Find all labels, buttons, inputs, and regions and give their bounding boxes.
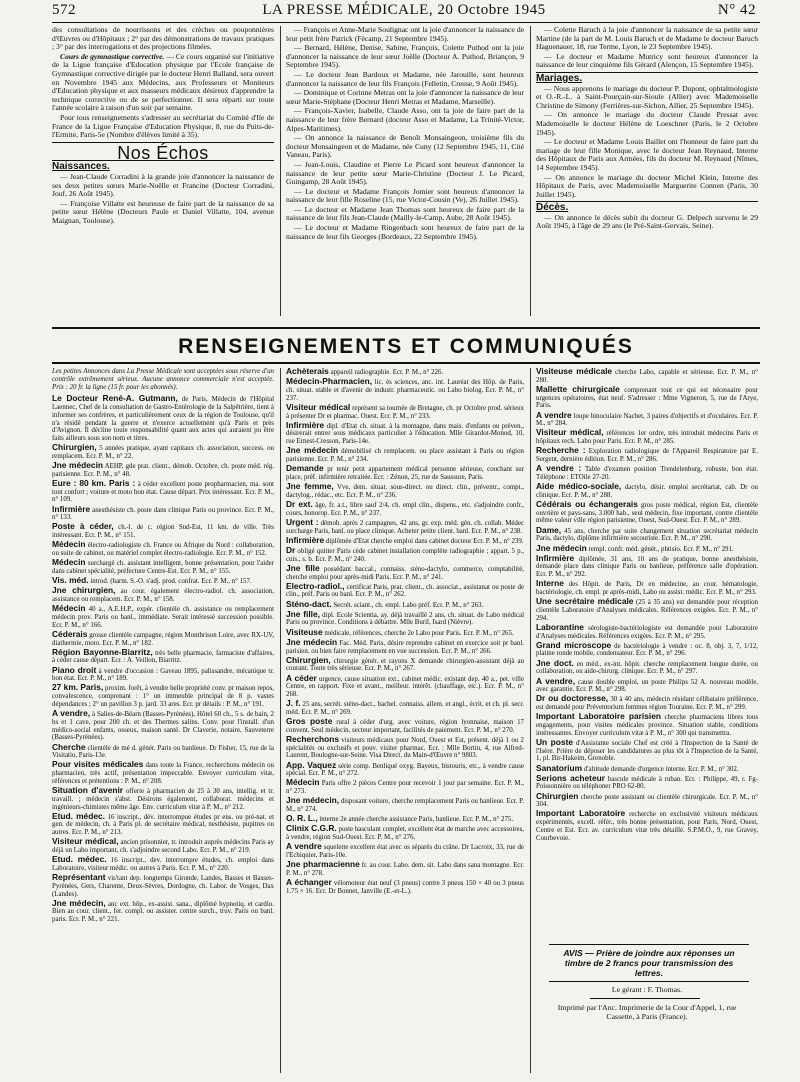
classified-column-1 [52,368,274,925]
classified-ad [286,544,524,564]
ad-text: à céder excellent poste propharmacien, ma. sont tout confort ; voiture et moto bon état. Cause départ. Prix intéressant. Ecr. P. M., n° 109. [52,480,274,504]
ad-text: 30 à 40 ans, médecin résidant célibataire préférence, est demandé pour Préventorium femmes région Touraine. Ecr. P. M., n° 299. [536,696,758,712]
ad-text: au cour. également électro-radiol. ch. association, assistance ou remplacem. Ecr. P. M., n° 158. [52,588,274,604]
gerant-signature: Le gérant : F. Thomas. [611,985,683,994]
classified-ad [286,580,524,600]
classified-ad [52,646,274,666]
ad-lead: A vendre [536,409,572,420]
ad-text: cherche pharmaciens libres tous engagements, pour visites médicales province. Situation stable, conditions intéressantes. Envoyer curriculum vitæ à P. M., n° 300 qui transmettra. [536,714,758,737]
ad-text: de Paris, Médecin de l'Hôpital Laennec, Chef de la consultation de Gastro-Entérologie de la Salpêtrière, tient à informer ses confrères, et particulièrement ceux de la région de Toulouse, qu'il n'a résidé pendant la guerre et n'exerce actuellement qu'à Paris et près d'Avignon. Il décline toute responsabilité quant aux actes qui auraient pu être faits ailleurs sous son nom et titres. [52,396,274,442]
ad-lead: App. Vaquez [286,759,337,770]
classified-ad [52,787,274,811]
classified-ad [286,516,524,536]
classified-ad [286,498,524,518]
ad-text: diplômée, 31 ans, 10 ans de pratique, bonne anesthésiste, demande place dans clinique Paris ou banlieue, préférence salle d'opération. Ecr. P. M., n° 292. [536,555,758,579]
paragraph: — Colette Baruch à la joie d'annoncer la naissance de sa petite sœur Martine (de la part de M. Louis Baruch et de Madame le docteur Baruch Haguenauer, 18, rue Terme, Lyon, le 23 Septembre 1945). [536,25,758,52]
paragraph: — On annonce le mariage du docteur Claude Pressat avec Mademoiselle le docteur Hélène de Loeschner (Paris, le 2 Octobre 1945). [536,110,758,137]
birth-announcement: — Le docteur et Madame François Jomier sont heureux d'annoncer la naissance de leur fille Roseline (15, rue Victor-Cousin (Ve), 26 Juillet 1945). [286,186,524,205]
ad-text: dipl. Ecole Scientia, ay. déjà travaillé 2 ans, ch. situat. de Labo médical Paris ou province. Conditions à débattre. Mlle Buril, Isard (Nièvre). [286,611,524,627]
paragraph: — Nous apprenons le mariage du docteur P. Dupont, ophtalmologiste et O.-R.-L. à Saint-Pourçain-sur-Sioule (Allier) avec Mademoiselle Christine de Simony (Ferrières-sur-Sichon, Allier, 25 Septembre 1945). [536,83,758,110]
classified-ad [286,733,524,760]
ad-lead: Le Docteur René-A. Gutmann, [52,393,178,404]
birth-announcement: — François et Anne-Marie Soulignac ont la joie d'annoncer la naissance de leur petit frère Patrick (Fécamp, 21 Septembre 1945). [286,25,524,43]
column-2-top [286,26,524,242]
section-rule [52,327,760,329]
ad-lead: Pour visites médicales [52,759,144,770]
ad-text: Exploration radiologique de l'Appareil Respiratoire par E. Sergent, dernière édition. Ecr. P. M., n° 286. [536,448,758,464]
classified-ad [536,552,758,579]
ad-text: disposant voiture, cherche remplacement Paris ou banlieue. Ecr. P. M., n° 274. [286,798,524,814]
classified-ad [536,598,758,622]
classified-column-3 [536,368,758,844]
ad-lead: Chirurgien [536,790,579,801]
ad-text: vélomoteur état neuf (3 pneus) contre 3 pneus 150 × 40 ou 3 pneus 1.75 × 16. Ecr. Dr Bonnet, Janville (E.-et-L.). [286,880,524,895]
classified-ad [52,395,274,443]
ad-lead: Sténo-dact. [286,598,332,609]
classified-ad [286,401,524,421]
ad-text: dans toute la France, recherchons médecin ou pharmacien, très actif, présentation impeccable. Envoyer curriculum vitæ, références et prétentions : P. M., n° 208. [52,762,274,785]
page-header [52,2,756,24]
ad-lead: Clinix C.G.R. [286,823,337,834]
ad-lead: Médecin-Pharmacien, [286,376,373,387]
ad-lead: Infirmière [286,419,325,430]
ad-lead: Mallette chirurgicale [536,383,620,394]
ad-lead: Infirmière [536,552,575,563]
classified-ad [286,483,524,500]
classified-ad [286,534,524,546]
classified-ad [52,710,274,742]
ad-lead: Visiteur médical, [52,836,119,847]
ad-text: en méd., ex-int. hôpit. cherche remplacement longue durée, ou collaboration, ou aide-chirurg. clinique. Ecr. P. M., n° 297. [536,660,758,676]
ad-text: (25 à 35 ans) est demandée pour réception clientèle Laboratoire d'Analyses médicales. Références exigées. Ecr. P. M., n° 294. [536,599,759,622]
ad-lead: Gros poste [286,716,333,727]
ad-text: proxim. forêt, à vendre belle propriété conv. pr maison repos, convalescence, comprenant : 1° un immeuble principal de 8 p. vastes dépendances ; 2° un pavillon 3 p. jard. 33 ares. Ecr. pr détails : P. M., n° 191. [52,685,275,708]
classified-ad [286,779,524,796]
ad-lead: 27 km. Paris, [52,682,104,693]
ad-text: squelette excellent état avec os séparés du crâne. Dr Lacroix, 33, rue de l'Echiquier, Paris-10e. [286,844,524,860]
ad-lead: Jne doct. [536,657,574,668]
avis-notice: AVIS — Prière de joindre aux réponses un timbre de 2 francs pour transmission des lettres. [549,944,749,982]
ad-text: à vendre d'occasion : Gaveau 1895, palissandre, mécanique tr. bon état. Ecr. P. M., n° 189. [52,667,274,683]
ad-lead: Région Bayonne-Biarritz, [52,646,153,657]
ad-text: anesthésiste ch. poste dans clinique Paris ou province. Ecr. P. M., n° 133. [52,506,274,522]
birth-announcement: — Bernard, Hélène, Denise, Sabine, François, Colette Puthod ont la joie d'annoncer la naissance de leur sœur Joëlle (Docteur A. Puthod, Briançon, 9 Septembre 1945). [286,43,524,70]
ad-text: obligé quitter Paris cède cabinet installation complète radiographie ; appart. 5 p., cuis., s. b. Ecr. P. M., n° 240. [286,547,524,563]
ad-text: interne 2e année cherche assistance Paris, banlieue. Ecr. P. M., n° 275. [319,816,514,824]
ad-text: 16 inscript., dév. interrompue études pr ens. ou pré-nat. et gen. de médecin, ch. à Paris pl. de secrétaire médical, nesthésiste, pupitres ou autres. Ecr. P. M., n° 213. [52,813,274,837]
ad-lead: Grand microscope [536,639,612,650]
paragraph: — On annonce le mariage du docteur Michel Klein, Interne des Hôpitaux de Paris, avec Mademoiselle Marguerite Connen (Paris, 30 Juillet 1945). [536,172,758,199]
ad-text: 5 années pratique, ayant capitaux ch. association, success. ou remplacem. Ecr. P. M., n° 22. [52,445,274,460]
ad-lead: Visiteur médical, [536,427,604,438]
classified-ad [286,861,524,878]
classified-ad [536,736,758,763]
classified-ad [286,562,524,582]
ad-lead: Jne médecin [286,636,338,647]
ad-lead: O. R. L., [286,813,318,824]
ad-text: surchargé ch. assistant intelligent, bonne présentation, pour l'aider dans cabinet spécialité, préfecture Centre-Est. Ecr. P. M., n° 155. [52,560,274,575]
ad-text: médicale, références, cherche 2e Labo pour Paris. Ecr. P. M., n° 265. [324,629,514,637]
ad-text: cherche Labo, capable et sérieuse. Ecr. P. M., n° 280. [536,369,758,384]
ad-text: appareil radiographie. Ecr. P. M., n° 226. [330,369,444,376]
ad-text: d'Assistante sociale Chef est créé à l'Inspection de la Santé de l'Isère. Prière de déposer les candidatures au plus tôt à l'Inspection de la Santé, 1, pl. Bir-Hakeim, Grenoble. [536,739,758,763]
ad-text: loupe binoculaire Nachet, 3 paires d'objectifs et d'oculaires. Ecr. P. M., n° 284. [536,412,758,428]
ad-text: cherche poste assistant ou clientèle chirurgicale. Ecr. P. M., n° 304. [536,793,758,809]
ad-lead: Dr [286,544,296,555]
classified-ad [52,856,274,873]
ad-lead: Jne médecin [52,460,104,471]
classified-ad [52,462,274,479]
ad-text: très belle pharmacie, farmaciste d'affaires, à céder cause départ. Ecr. : A. Veillon, Biarritz. [52,649,274,665]
ad-text: démob. après 2 campagnes, 42 ans, gr. exp. méd. gén. ch. collab. Médec surcharge Paris, banl. ou place clinique. Acheter petite client. banl. Ecr. P. M., n° 238. [286,519,524,535]
ad-lead: Aide médico-sociale, [536,481,622,492]
classified-ad [536,383,758,410]
ad-lead: Représentant [52,872,106,883]
ad-text: rural à céder d'urg. avec voiture, région lyonnaise, maison 17 convent. Seul médecin, secteur important, facilités de paiement. Ecr. P. M., n° 270. [286,719,524,734]
ad-text: Fac. Méd. Paris, désire reprendre cabinet en exercice soit pr banl. parisien. ou bien faire remplacement en vue succession. Ecr. P. M., n° 266. [286,639,524,655]
classified-ad [286,447,524,464]
classified-ad [52,761,274,785]
ad-text: ancien prisonnier, tr. introduit auprès médecins Paris ay déjà un Labo important, ch. s'adjoindre second Labo. Ecr. P. M., n° 219. [52,839,274,855]
ad-lead: Situation d'avenir [52,785,124,796]
birth-announcement: — Dominique et Corinne Metras ont la joie d'annoncer la naissance de leur sœur Marie-Stéphane (Docteur Henri Metras et Madame, Marseille). [286,88,524,106]
ad-lead: Interne [536,578,564,589]
paragraph: Cours de gymnastique corrective. — Ce cours organisé sur l'initiative de la Ligue française d'Education physique par l'Ecole française de Gymnastique corrective dirigée par le docteur Henri Balland, sera ouvert en Novembre 1945 aux Médecins, aux Professeurs et Moniteurs d'Education physique et aux masseurs médicaux désireux d'apprendre la technique corrective ou de se perfectionner. Il sera réparti sur toute l'année scolaire à raison d'un soir par semaine. [52,51,274,113]
ad-lead: Jne fille [286,562,320,573]
classified-ad [536,465,758,482]
ad-lead: Cherche [52,741,86,752]
ad-lead: Dr ext. [286,498,313,509]
paragraph: — Le docteur et Madame Louis Baillet ont l'honneur de faire part du mariage de leur fille Monique, avec le docteur Jean Reynaud, Interne des Hôpitaux de Paris aux Armées, fils du docteur M. Reynaud (Nîmes, 14 Septembre 1945). [536,137,758,172]
classified-ad [286,465,524,482]
section-rule [52,362,760,364]
ad-text: grosse clientèle campagne, région Montbrison Loire, avec RX-UV, diathermie, moto. Ecr. P. M., n° 182. [52,631,274,647]
ad-lead: Visiteuse médicale [536,366,613,376]
ad-text: Vve, dem. situat. sous-direct. ou direct. clin., préventr., compt., dactylog., rédac., etc. Ecr. P. M., n° 236. [286,484,524,499]
paragraph: — Jean-Claude Corradini à la grande joie d'annoncer la naissance de ses deux petites sœurs Marie-Noëlle et Francine (Docteur Corradini, Jouf, 26 Août 1945). [52,171,274,199]
column-3-top [536,26,758,232]
ad-lead: Demande [286,463,324,474]
classified-ad [52,628,274,648]
classified-ad [286,825,524,842]
ad-lead: Sanatorium [536,762,583,773]
ad-lead: Chirurgien, [52,442,97,453]
ad-text: dipl. d'Etat ch. situat. à la montagne, dans mais. d'enfants ou préven., désirerait entrer sous médicaux particulier à l'éducation. Mlle Girardot-Monod, 10, rue Ernest-Cresson, Paris-14e. [286,422,524,446]
ad-text: représent sa tournée de Bretagne, ch. pr Octobre prod. sérieux à présenter Dr et pharmac. Ouest. Ecr. P. M., n° 233. [286,404,524,420]
ad-lead: A vendre [286,841,322,852]
classified-ad [536,483,758,500]
paragraph: — Françoise Villatte est heureuse de faire part de la naissance de sa petite sœur Hélène (Docteurs Paule et Daniel Villatte, 104, avenue Maignan, Toulouse). [52,198,274,225]
classified-ad [52,684,274,708]
column-rule [530,368,531,1073]
ad-lead: Dr ou doctoresse, [536,693,609,704]
ad-lead: Jne femme, [286,481,334,492]
ad-text: 40 a., A.E.H.P., expér. clientèle ch. assistance ou remplacement médecin prov. Paris ou banl., immédiate. Serait intéressé succession possible. Ecr. P. M., n° 166. [52,606,274,629]
ad-lead: Etud. médec. [52,810,105,821]
classified-ad [286,608,524,628]
birth-announcement: — Le docteur Jean Bardoux et Madame, née Jarouille, sont heureux d'annoncer la naissance de leur fils François (Felletin, Creuse, 9 Août 1945). [286,69,524,88]
ad-text: comprenant tout ce qui est nécessaire pour urgences opératoires, état neuf. S'adresser : Mme Vigneron, 5, rue de l'Arye, Paris. [536,386,758,410]
classified-ad [536,498,758,525]
section-heading-nos-echos: Nos Échos [117,142,209,163]
ad-lead: Un poste [536,736,574,747]
column-rule [280,26,281,316]
ad-lead: Infirmière [286,534,325,545]
journal-title: LA PRESSE MÉDICALE, 20 Octobre 1945 [262,2,546,18]
birth-announcement: — Le docteur et Madame Jean Thomas sont heureux de faire part de la naissance de leur fils Jean-Claude (Mailly-le-Camp, Aube, 28 Août 1945). [286,204,524,223]
classified-column-2 [286,368,524,897]
column-1-top [52,26,274,226]
ad-text: fr. au cour. Labo. dem. sit. Labo dans sana montagne. Ecr. P. M., n° 278. [286,862,524,877]
ad-text: 45 ans, cherche par suite changement situation secrétariat médecin Paris, dactylo, diplôme infirmière secouriste. Ecr. P. M., n° 290. [536,527,758,543]
classified-ad [52,897,274,924]
ad-lead: Médecin [52,539,86,550]
classified-ad [52,664,274,684]
ad-lead: Céderais [52,628,88,639]
ad-lead: Jne médecin, [52,897,106,908]
classified-ad [536,695,758,712]
ad-text: références 1er ordre, très introduit médecins Paris et hôpitaux rech. Labo pour Paris. Ecr. P. M., n° 285. [536,430,758,446]
classified-ad [52,741,274,761]
ad-lead: Serions acheteur [536,772,605,783]
column-rule [280,368,281,1073]
ad-text: âge, fr. a.t., libre sauf 2/4, ch. empl clin., dispens., etc. s'adjoindre confr., cours, honorop. Ecr. P. M., n° 237. [286,501,524,517]
ad-text: visiteurs médicaux pour Nord, Ouest et Est, présent. déjà 1 ou 2 spécialités ou exclusifs et pouv. visiter pharmac. Ecr. : Mlle Bortin, 4, rue Alfred-Laurent, Boulogne-sur-Seine. Visa Direct. du Main-d'Œuvre n° 9803. [286,736,524,760]
classified-ad [52,587,274,604]
ad-lead: Etud. médec. [52,854,107,865]
ad-lead: J. f. [286,698,301,709]
subsection-heading-deces: Décès. [536,202,569,214]
ad-text: 25 ans, secrét. sténo-dact., bachel. connaiss. allem. et angl., écrit. et ch. pl. secr. méd. Ecr. P. M., n° 269. [286,701,524,716]
classified-ad [52,874,274,898]
paragraph: — On annonce le décès subit du docteur G. Delpech survenu le 29 Août 1945, à l'âge de 29 ans (le Pré-Saint-Gervais, Seine). [536,212,758,231]
classified-ad [52,503,274,523]
paragraph: des consultations de nourrissons et des crèches ou pouponnières d'Œuvres ou d'Hôpitaux ; 2° par des démonstrations de travaux pratiques ; 3° par des interrogations et des projections filmées. [52,25,274,52]
ad-text: clientèle de mé d. génér. Paris ou banlieue. Dr Fisher, 15, rue de la Visitatio, Paris-13e. [52,744,274,760]
classified-ad [536,772,758,792]
ad-text: pr tenir petit appartement médical personne sérieuse, couchant sur place, préf. infirmière retraitée. Ecr. : Zénon, 25, rue de Saussure, Paris. [286,466,524,481]
ad-text: ch.-l. de c. région Sud-Est, 11 km. de ville. Très intéressant. Ecr. P. M., n° 151. [52,524,274,540]
ad-lead: Médecin [52,557,86,568]
classified-ad [286,378,524,402]
classified-ad [536,713,758,737]
classified-ad [536,409,758,429]
classified-ad [536,621,758,641]
ad-lead: Electro-radiol., [286,580,345,591]
ad-lead: Médecin [286,777,320,788]
ad-lead: A vendre, [536,675,576,686]
ad-text: possédant baccal., connaiss. sténo-dactylo, commerce, comptabilité, cherche emploi pour après-midi Paris. Ecr. P. M., n° 241. [286,565,524,581]
birth-announcement: — François-Xavier, Isabelle, Claude Asso, ont la joie de faire part de la naissance de leur frère Bernard (docteur Asso et Madame, La Trinité-Victor, Alpes-Maritimes). [286,106,524,133]
ad-text: gros poste médical, région Est, clientèle ouvrière et pays-sans, 3.000 hab., seul médecin, fixe important, contre clientèle même valeur ville région parisienne, Ouest, Sud-Ouest. Ecr. P. M., n° 289. [536,501,758,525]
ad-lead: A céder [286,672,317,683]
classified-ad [536,524,758,544]
classified-ad [536,580,758,597]
ad-text: bascule médicale à ruban. Ecr. : Philippe, 49, r. Fg-Poissonnière ou téléphoner PRO 62-80. [536,775,758,791]
birth-announcement: — On annonce la naissance de Benoît Monsaingeon, troisième fils du docteur Monsaingeon et de Madame, née Cuny (12 Septembre 1945, 11, Cité Vaneau, Paris). [286,133,524,160]
issue-number: N° 42 [717,2,756,18]
ad-lead: Infirmière [52,503,91,514]
ad-text: Secrét. sciant., ch. empl. Labo préf. Ecr. P. M., n° 263. [333,601,484,609]
ad-text: urgence, cause situation ext., cabinet médic. existant dep. 40 a., pet. ville Centre, en rapport. Fixe et avant., meilleur. intérêt. (chauffage, etc.). Ecr. P. M., n° 268. [286,675,525,699]
ad-text: anc ext. hôp., ex-assist. sana., diplômé hypnotiq. et cardio. Bien au cour. client., fer. compl. ou assister. centre surch., truv. Paris ou banl. paris. Ecr. P. M., n° 221. [52,900,274,924]
ad-lead: Poste à céder, [52,521,114,532]
ad-text: vis'tant dep. longtemps Gironde, Landes, Basses et Basses-Pyrénées, Gers, Charente, Deux-Sèvres, Dordogne, ch. Labor. de Vosges, Dax (Landes). [52,875,274,898]
ad-text: Paris offre 2 pièces Centre pour recevoir 1 jour par semaine. Ecr. P. M., n° 273. [286,780,524,796]
classified-ad [52,541,274,558]
ad-lead: Médecin [52,603,86,614]
ad-text: poste basculant complet, excellent état de marche avec accessoires, à vendre, région Sud-Ouest. Ecr. P. M., n° 276. [286,826,524,842]
birth-announcement: — Le docteur et Madame Ringenbach sont heureux de faire part de la naissance de leur fils Georges (Bordeaux, 22 Septembre 1945). [286,223,524,241]
ad-lead: Jne médecin, [286,795,340,806]
ad-lead: Piano droit [52,664,97,675]
classified-ad [286,636,524,656]
ad-text: recherche en exclusivité visiteurs médicaux expérimentés, excell. référ., très bonne présentation, pour Paris, Nord, Ouest, Centre et Est. Ecr. av. curriculum vitæ très détaillé. S.P.M.O., 9, rue Gravey, Courbevoie. [536,811,758,842]
classified-ad [52,605,274,629]
classified-ad [536,429,758,446]
ad-lead: Jne médecin [536,542,587,553]
classified-ad [536,657,758,677]
classified-ad [536,447,758,464]
ad-lead: Jne pharmacienne [286,859,360,870]
ad-text: diplômée d'Etat cherche emploi dans cabinet docteur Ecr. P. M., n° 239. [325,537,524,545]
ad-lead: Jne médecin [286,445,339,456]
divider [536,201,758,202]
printer-imprint: Imprimé par l'Anc. Imprimerie de la Cour d'Appel, 1, rue Cassette, à Paris (France). [557,1003,737,1021]
classified-ad [286,718,524,735]
ad-text: électro-radiologiste ch. France ou Afrique du Nord : collaboration, ou suite de cabinet, ou matériel complet électro-radiologie. Ecr. P. M., n° 152. [52,542,274,558]
classified-ad [286,419,524,446]
classified-ad [52,477,274,504]
ad-lead: Dame, [536,524,562,535]
ad-lead: Recherchons [286,733,340,744]
classified-ad [286,879,524,896]
classified-intro: Les petites Annonces dans La Presse Médicale sont acceptées sous réserve d'un contrôle extrêmement sérieux. Aucune annonce commerciale n'est acceptée. Prix : 20 fr. la ligne (15 fr. pour les abonnés). [52,368,274,391]
ad-lead: Important Laboratoire parisien [536,711,661,722]
ad-text: 16 inscript., dev. interrompre études, ch. emploi dans Laboratoire, visiteur médic. ou autres à Paris. Ecr. P. M., n° 220. [52,857,274,872]
ad-text: dactylo, désir. emploi secrétariat, cab. Dr ou clinique. Ecr. P. M., n° 288. [536,484,758,499]
classified-ad [286,843,524,860]
classified-ad [52,444,274,461]
ad-text: lic. ès sciences, anc. int. Lauréat des Hôp. de Paris, ch. situat. stable et d'avenir de industr. pharmaceutic. ou Labo biolog. Ecr. P. M., n° 237. [286,379,524,402]
ad-text: à Salies-de-Béarn (Basses-Pyrénées), Hôtel 60 ch., 5 s. de bain, 2 bs et 1 cave, pour 200 ch. et des Thermes salins. Conv. pour l'install. d'un médico-social enfants, osseux, maison santé. Dr Claverie, notaire, Sauveterre (Basses-Pyrénées). [52,711,274,742]
ad-text: série comp. Benliqué oxyg. Bayeux, bistouris, etc., à vendre cause spécial. Ecr. P. M., n° 272. [286,762,524,778]
classified-ad [52,523,274,540]
ad-lead: Cédérais ou échangerais [536,498,638,509]
classified-ad [286,797,524,814]
ad-lead: Visiteur médical [286,401,351,412]
ad-text: offerte à pharmacien de 25 à 30 ans, intellig. et tr. travaill. ; médecin s'abst. Désirons également, collaborat. médecins et ingénieurs-chimistes même âge. Env. curriculum vitæ à P. M., n° 212. [52,788,274,811]
ad-text: sérologiste-bactériologiste est demandée pour Laboratoire d'Analyses médicales. Références exigées. Ecr. P. M., n° 295. [536,624,758,640]
header-rule [52,22,760,23]
ad-lead: A vendre : [536,463,582,474]
ad-lead: A vendre, [52,708,91,719]
ad-text: cause double emploi, un poste Philips 52 A. nouveau modèle, avec garantie. Ecr. P. M., n° 298. [536,678,758,694]
column-rule [530,26,531,316]
ad-text: chirurgie génér. et rayons X demande chirurgien-assistant déjà au courant. Toute très sérieuse. Ecr. P. M., n° 267. [286,657,524,673]
ad-lead: Visiteuse [286,626,323,637]
ad-lead: Recherche : [536,445,586,456]
classified-ad [52,559,274,576]
ad-text: introd. (harm. S.-O. s'adj. prod. confrat. Ecr. P. M., n° 157. [90,578,252,586]
ad-lead: Urgent : [286,516,319,527]
classified-ad [286,759,524,779]
ad-text: de bactériologie à vendre : oc. 8, obj. 3, 7, 1/12, platine ronde mobile, condensateur. Ecr. P. M., n° 296. [536,642,758,658]
section-title: RENSEIGNEMENTS ET COMMUNIQUÉS [178,335,634,358]
classified-ad [536,790,758,810]
paragraph: — Le docteur et Madame Mutricy sont heureux d'annoncer la naissance de leur cinquième fils Gérard (Alençon, 15 Septembre 1945). [536,51,758,70]
classified-ad [536,810,758,842]
classified-ad [52,838,274,855]
ad-text: AEHP, gde prat. client., démob. Octobre, ch. poste méd. rég. parisienne. Ecr. P. M., n° 48. [52,463,274,478]
ad-text: démobilisé ch remplacem. ou place assistant à Paris ou région parisienne. Ecr. P. M., n° 234. [286,448,524,464]
subsection-heading-mariages: Mariages. [536,72,583,84]
ad-text: rempl. confr. méd. génér., phtisio. Ecr. P. M., n° 291. [588,545,734,553]
ad-lead: Chirurgien, [286,654,331,665]
ad-lead: Laborantine [536,621,584,632]
classified-ad [536,639,758,659]
page-number: 572 [52,2,76,18]
ad-lead: Une secrétaire médicale [536,596,634,607]
classified-ad [286,598,524,610]
ad-text: d'altitude demande d'urgence interne. Ecr. P. M., n° 302. [583,765,739,773]
divider [590,998,700,999]
ad-text: certificat Paris, prat. client., ch. associat., assistanat ou poste de clin., préf. Paris ou banl. Ecr. P. M., n° 262. [286,583,524,599]
classified-ad [52,810,274,837]
ad-lead: Vis. méd. [52,575,89,586]
classified-ad [286,700,524,717]
ad-lead: Important Laboratoire [536,808,626,819]
subsection-heading-naissances: Naissances. [52,161,110,173]
classified-ad [286,654,524,674]
ad-lead: A échanger [286,877,332,888]
ad-lead: Achèterais [286,366,329,376]
ad-text: des Hôpit. de Paris, Dr en médecine, au cour. hématologie, bactériologie, ch. empl. pr après-midi, Labo ou assist. médic. Ecr. P. M., n° 293. [536,581,758,597]
ad-text: Table d'examen position Trendelenburg, robuste, bon état. Téléphone : ETOile 27-20. [536,466,758,481]
classified-ad [536,368,758,385]
ad-lead: Jne chirurgien, [52,585,116,596]
ad-lead: Eure : 80 km. Paris : [52,477,136,488]
paragraph: Pour tous renseignements s'adresser au secrétariat du Comité d'Ile de France de la Ligue Française d'Education Physique, 8, rue du Puits-de-l'Ermite, Paris-5e (Nombre d'élèves limité à 35). [52,112,274,140]
classified-ad [536,675,758,695]
ad-lead: Jne fille, [286,608,320,619]
birth-announcement: — Jean-Louis, Claudine et Pierre Le Picard sont heureux d'annoncer la naissance de leur petite sœur Marie-Christine (Docteur J. Le Picard, Guingamp, 28 Août 1945). [286,159,524,187]
classified-ad [286,672,525,699]
